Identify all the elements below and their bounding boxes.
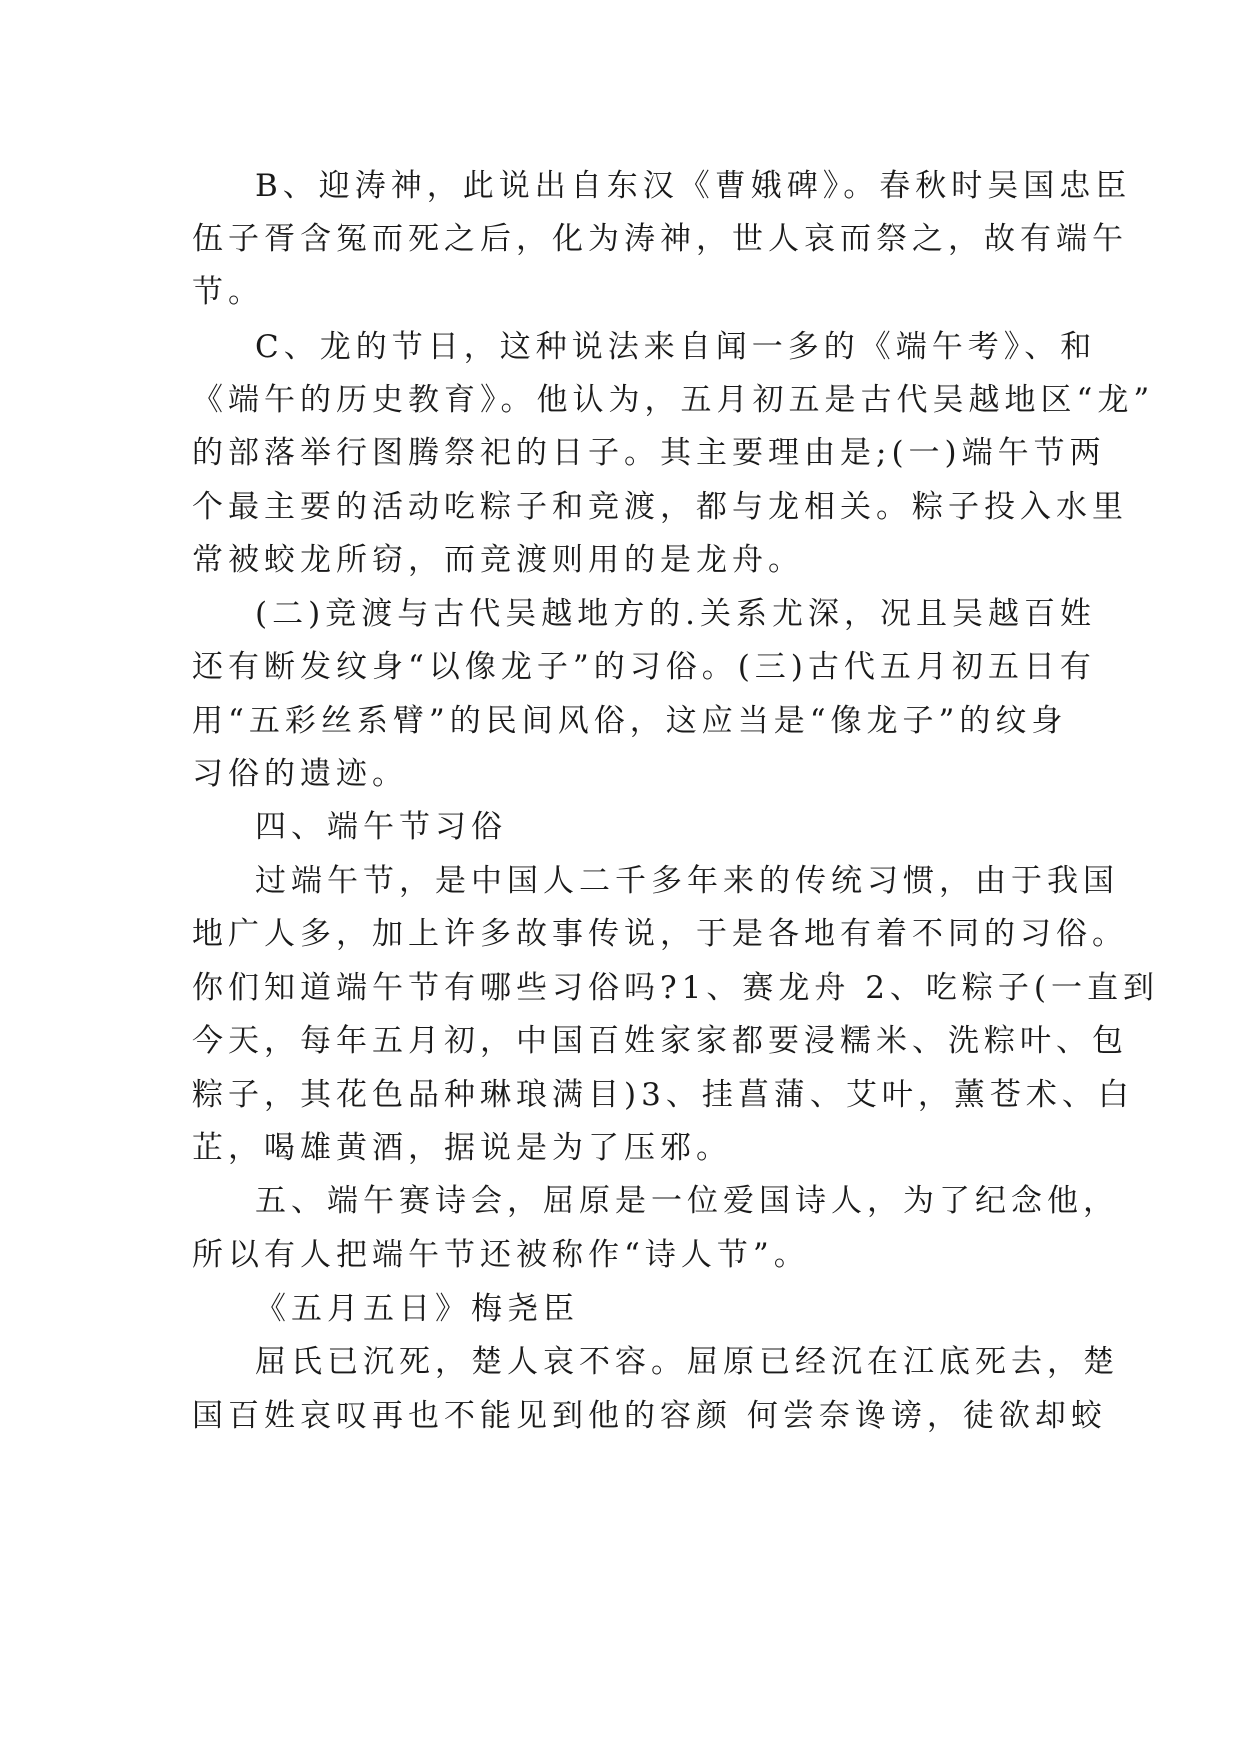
text-line: 你们知道端午节有哪些习俗吗?1、赛龙舟 2、吃粽子(一直到 [192, 970, 1160, 1006]
text-line: 粽子，其花色品种琳琅满目)3、挂菖蒲、艾叶，薰苍术、白 [192, 1077, 1134, 1113]
text-line: 个最主要的活动吃粽子和竞渡，都与龙相关。粽子投入水里 [192, 489, 1128, 525]
text-line: 常被蛟龙所窃，而竞渡则用的是龙舟。 [192, 542, 804, 578]
text-line: 芷，喝雄黄酒，据说是为了压邪。 [192, 1130, 732, 1166]
text-line: 国百姓哀叹再也不能见到他的容颜 何尝奈谗谤，徒欲却蛟 [192, 1398, 1107, 1434]
text-line: 习俗的遗迹。 [192, 756, 408, 792]
text-line: 还有断发纹身“以像龙子”的习俗。(三)古代五月初五日有 [192, 649, 1096, 685]
text-line: 节。 [192, 274, 264, 310]
text-line: 用“五彩丝系臂”的民间风俗，这应当是“像龙子”的纹身 [192, 703, 1068, 739]
text-line: 屈氏已沉死，楚人哀不容。屈原已经沉在江底死去，楚 [255, 1344, 1119, 1380]
text-line: 伍子胥含冤而死之后，化为涛神，世人哀而祭之，故有端午 [192, 221, 1128, 257]
text-line: 今天，每年五月初，中国百姓家家都要浸糯米、洗粽叶、包 [192, 1023, 1128, 1059]
section-heading: 四、端午节习俗 [255, 809, 507, 845]
text-line: 的部落举行图腾祭祀的日子。其主要理由是;(一)端午节两 [192, 435, 1106, 471]
text-line: 过端午节，是中国人二千多年来的传统习惯，由于我国 [255, 863, 1119, 899]
text-line: 五、端午赛诗会，屈原是一位爱国诗人，为了纪念他， [255, 1183, 1119, 1219]
text-line: 《端午的历史教育》。他认为，五月初五是古代吴越地区“龙” [192, 382, 1155, 418]
poem-title: 《五月五日》梅尧臣 [255, 1291, 579, 1327]
text-line: C、龙的节日，这种说法来自闻一多的《端午考》、和 [255, 329, 1097, 365]
text-line: 所以有人把端午节还被称作“诗人节”。 [192, 1237, 810, 1273]
text-line: 地广人多，加上许多故事传说，于是各地有着不同的习俗。 [192, 916, 1128, 952]
text-line: B、迎涛神，此说出自东汉《曹娥碑》。春秋时吴国忠臣 [255, 168, 1132, 204]
text-line: (二)竞渡与古代吴越地方的.关系尤深，况且吴越百姓 [255, 596, 1097, 632]
